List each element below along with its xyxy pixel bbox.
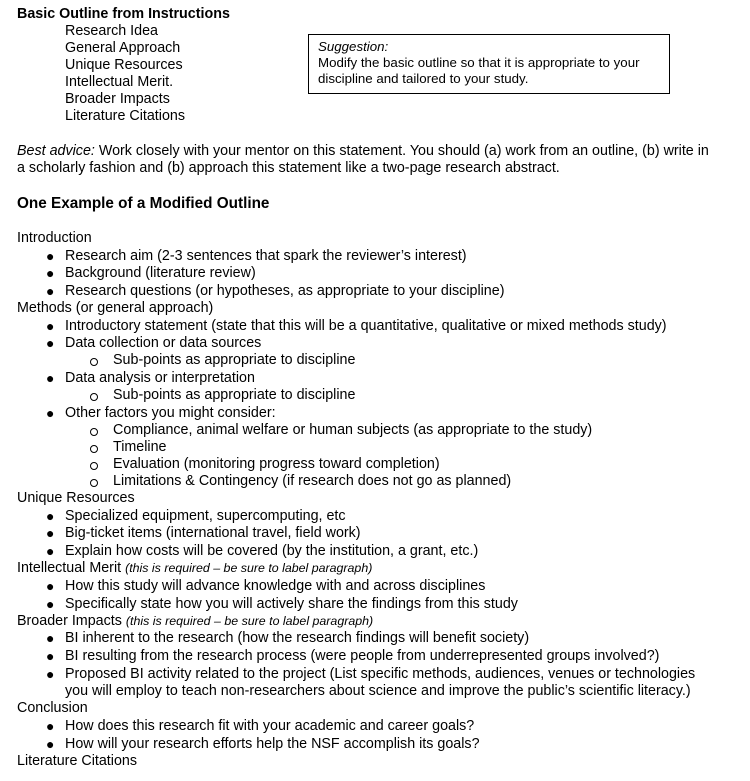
section-title-introduction: Introduction: [17, 230, 92, 246]
bullet-icon: ●: [46, 736, 55, 752]
list-item: Proposed BI activity related to the project (List specific methods, audiences, venues or technologies: [65, 666, 696, 682]
list-item: Data collection or data sources: [65, 335, 262, 351]
bullet-icon: ●: [46, 508, 55, 524]
advice-line-1: [17, 143, 709, 160]
basic-item: Intellectual Merit.: [65, 74, 174, 90]
list-item: Other factors you might consider:: [65, 405, 276, 421]
list-item: How does this research fit with your academic and career goals?: [65, 718, 475, 734]
advice-line-2: a scholarly fashion and (b) approach this statement like a two-page research abstract.: [17, 160, 560, 176]
bullet-icon: ●: [46, 666, 55, 682]
merit-title: Intellectual Merit: [17, 560, 122, 576]
list-item-continuation: you will employ to teach non-researchers about science and improve the public’s scientific literacy.): [65, 683, 691, 699]
sub-list-item: Timeline: [113, 439, 167, 455]
list-item: Specifically state how you will actively share the findings from this study: [65, 596, 518, 612]
sub-bullet-icon: [90, 393, 98, 401]
section-title-citations: Literature Citations: [17, 753, 137, 769]
bullet-icon: ●: [46, 578, 55, 594]
bullet-icon: ●: [46, 370, 55, 386]
list-item: Background (literature review): [65, 265, 256, 281]
advice-label: Best advice:: [17, 143, 95, 159]
sub-list-item: Evaluation (monitoring progress toward completion): [113, 456, 440, 472]
section-title-merit: [17, 560, 372, 577]
sub-list-item: Sub-points as appropriate to discipline: [113, 352, 356, 368]
section-title-conclusion: Conclusion: [17, 700, 88, 716]
bullet-icon: ●: [46, 248, 55, 264]
suggestion-box: [308, 34, 670, 94]
section-title-impacts: [17, 613, 373, 630]
sub-bullet-icon: [90, 428, 98, 436]
suggestion-text: Modify the basic outline so that it is appropriate to your discipline and tailored to your study.: [318, 55, 640, 86]
section-title-resources: Unique Resources: [17, 490, 135, 506]
bullet-icon: ●: [46, 405, 55, 421]
basic-outline-heading: Basic Outline from Instructions: [17, 6, 230, 22]
sub-bullet-icon: [90, 445, 98, 453]
basic-item: General Approach: [65, 40, 181, 56]
bullet-icon: ●: [46, 265, 55, 281]
basic-item: Literature Citations: [65, 108, 185, 124]
bullet-icon: ●: [46, 648, 55, 664]
list-item: How will your research efforts help the NSF accomplish its goals?: [65, 736, 480, 752]
sub-bullet-icon: [90, 462, 98, 470]
basic-item: Broader Impacts: [65, 91, 170, 107]
list-item: Specialized equipment, supercomputing, etc: [65, 508, 346, 524]
merit-note: (this is required – be sure to label paragraph): [125, 561, 373, 575]
list-item: BI inherent to the research (how the research findings will benefit society): [65, 630, 530, 646]
bullet-icon: ●: [46, 543, 55, 559]
suggestion-label: Suggestion:: [318, 39, 389, 54]
list-item: Big-ticket items (international travel, field work): [65, 525, 361, 541]
basic-item: Unique Resources: [65, 57, 183, 73]
advice-text-1: Work closely with your mentor on this statement. You should (a) work from an outline, (b) write in: [94, 143, 709, 159]
list-item: Research aim (2-3 sentences that spark the reviewer’s interest): [65, 248, 467, 264]
list-item: Introductory statement (state that this will be a quantitative, qualitative or mixed methods study): [65, 318, 667, 334]
sub-list-item: Compliance, animal welfare or human subjects (as appropriate to the study): [113, 422, 593, 438]
list-item: BI resulting from the research process (were people from underrepresented groups involved?): [65, 648, 660, 664]
section-title-methods: Methods (or general approach): [17, 300, 214, 316]
list-item: Explain how costs will be covered (by the institution, a grant, etc.): [65, 543, 479, 559]
list-item: Data analysis or interpretation: [65, 370, 255, 386]
bullet-icon: ●: [46, 335, 55, 351]
sub-bullet-icon: [90, 479, 98, 487]
sub-list-item: Limitations & Contingency (if research does not go as planned): [113, 473, 512, 489]
bullet-icon: ●: [46, 630, 55, 646]
list-item: How this study will advance knowledge with and across disciplines: [65, 578, 486, 594]
sub-list-item: Sub-points as appropriate to discipline: [113, 387, 356, 403]
bullet-icon: ●: [46, 283, 55, 299]
impacts-note: (this is required – be sure to label paragraph): [125, 614, 374, 628]
bullet-icon: ●: [46, 596, 55, 612]
bullet-icon: ●: [46, 318, 55, 334]
list-item: Research questions (or hypotheses, as appropriate to your discipline): [65, 283, 505, 299]
impacts-title: Broader Impacts: [17, 613, 122, 629]
basic-item: Research Idea: [65, 23, 158, 39]
bullet-icon: ●: [46, 525, 55, 541]
bullet-icon: ●: [46, 718, 55, 734]
example-heading: One Example of a Modified Outline: [17, 195, 270, 212]
sub-bullet-icon: [90, 358, 98, 366]
